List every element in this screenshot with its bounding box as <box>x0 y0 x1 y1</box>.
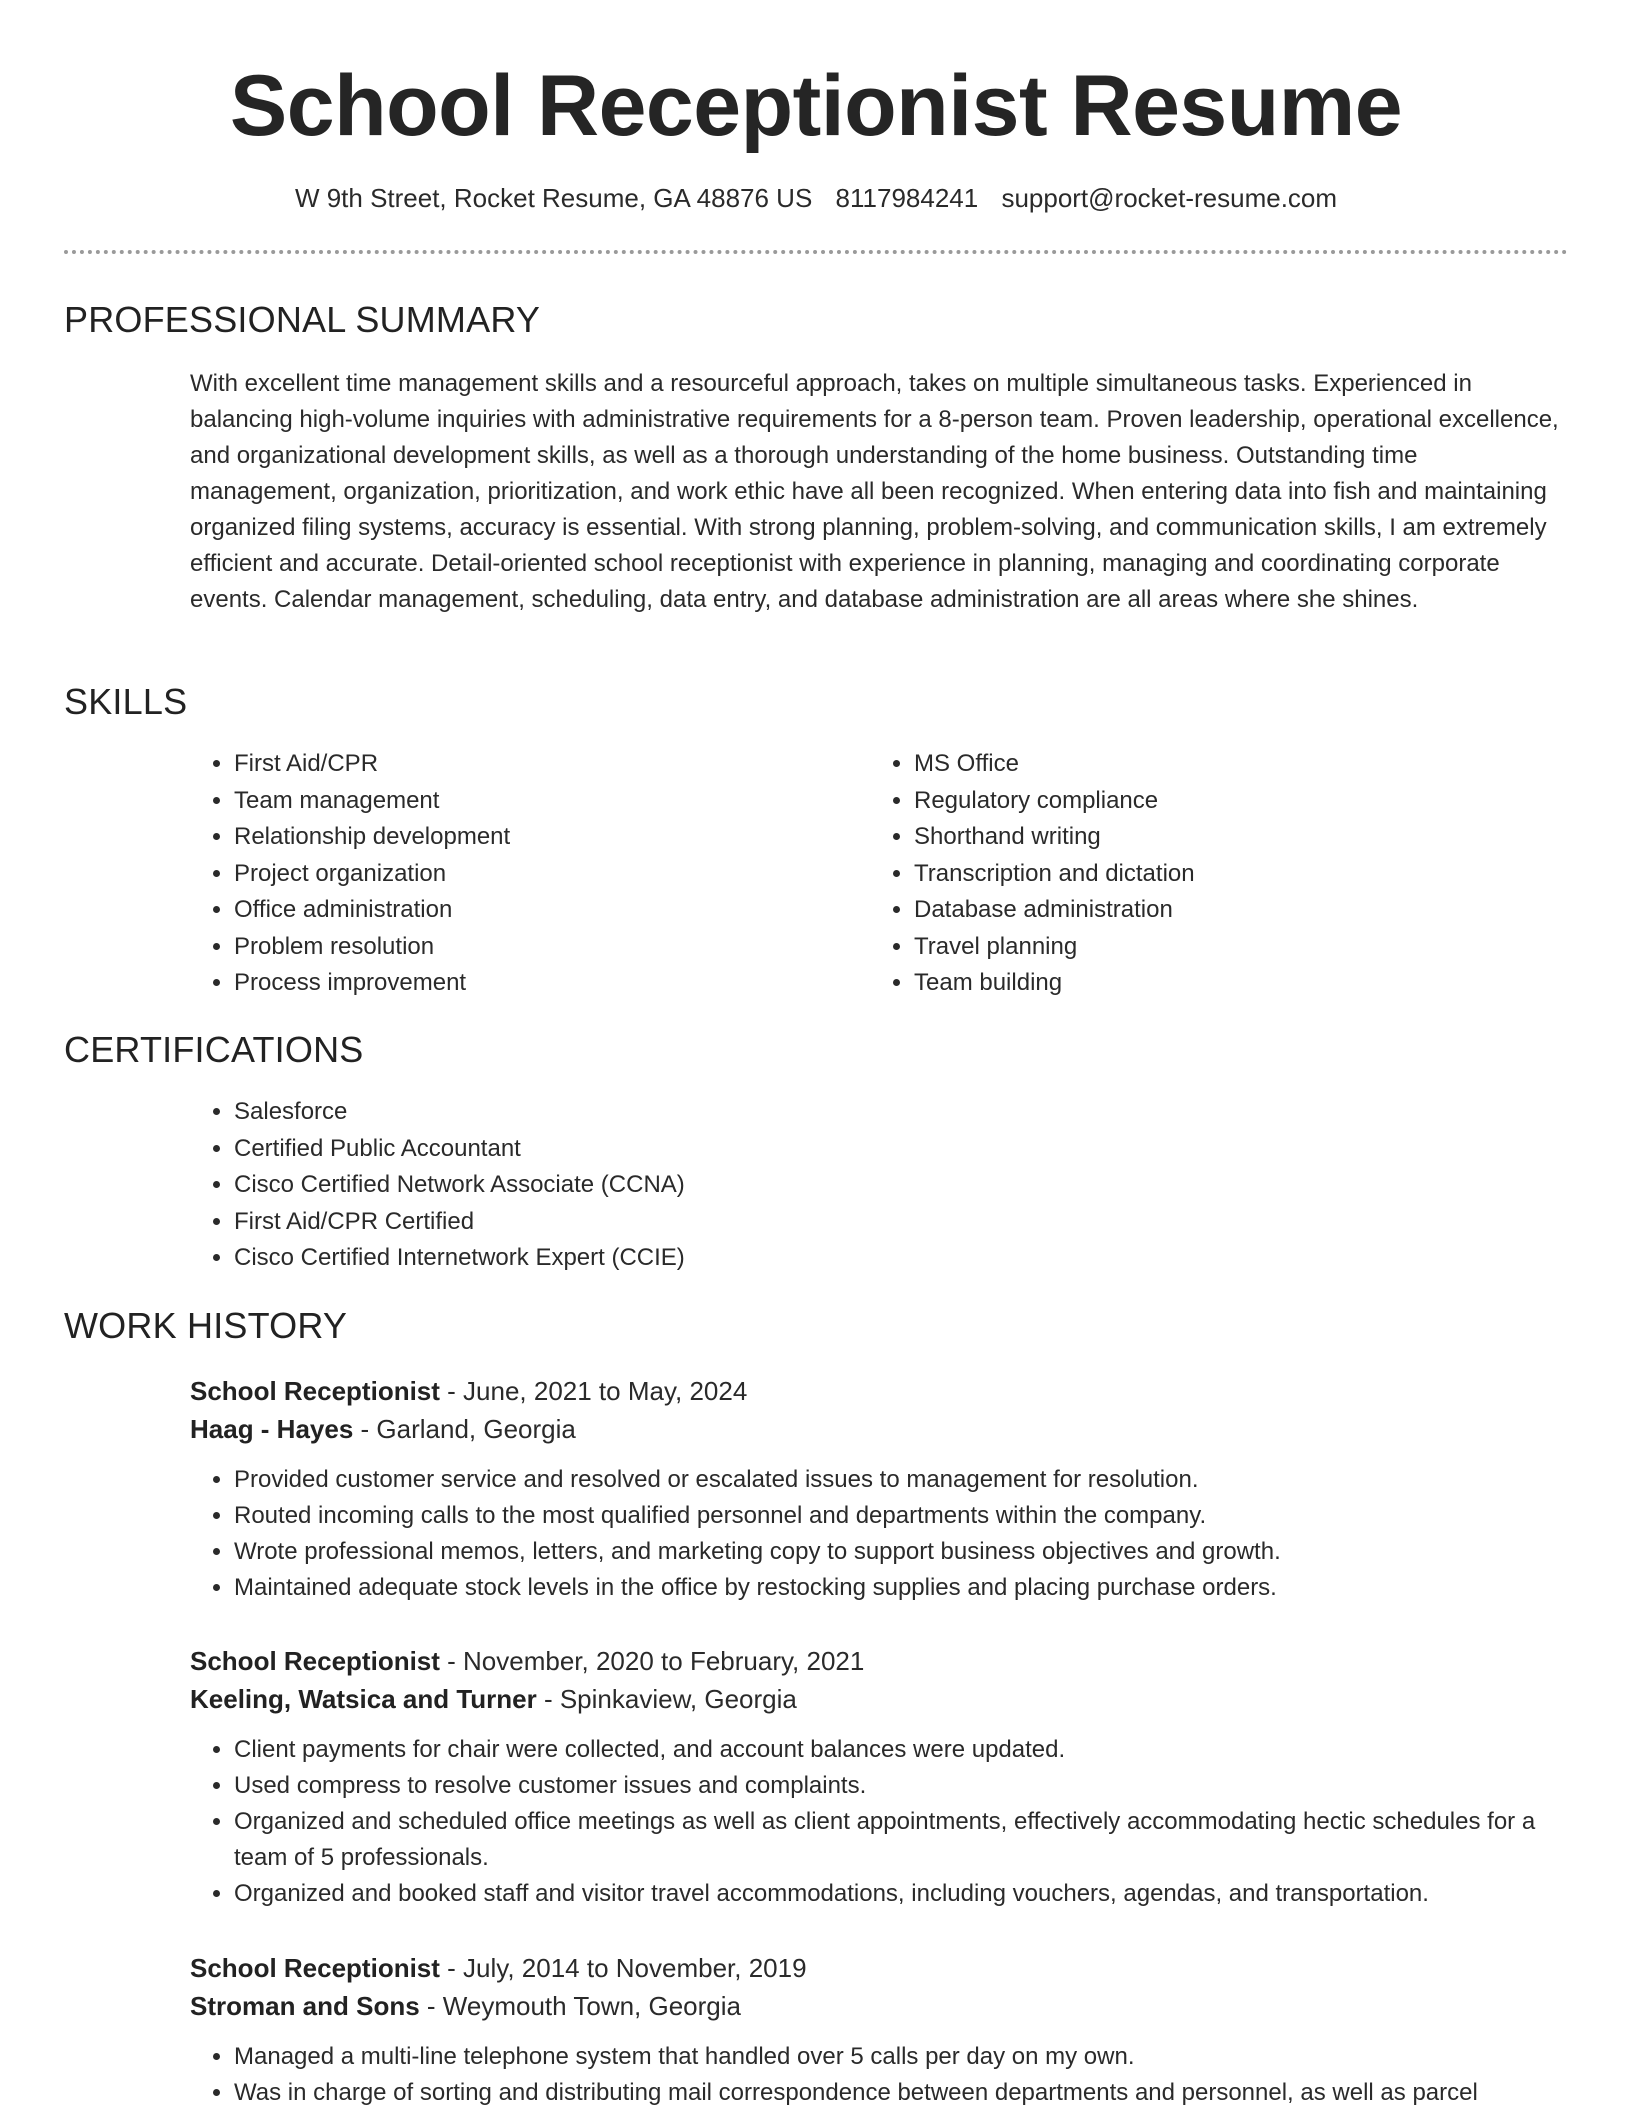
header-divider <box>64 250 1568 254</box>
contact-line <box>0 180 1632 216</box>
skill-item: • First Aid/CPR <box>234 746 854 783</box>
summary-text: With excellent time management skills and a resourceful approach, takes on multiple simultaneous tasks. Experienced in balancing high-volume inquiries with administrative requirements for a 8-person team. Proven leadership, operational excellence, and organizational development skills, as well as a thorough understanding of the home business. Outstanding time management, organization, prioritization, and work ethic have all been recognized. When entering data into fish and maintaining organized filing systems, accuracy is essential. With strong planning, problem-solving, and communication skills, I am extremely efficient and accurate. Detail-oriented school receptionist with experience in planning, managing and coordinating corporate events. Calendar management, scheduling, data entry, and database administration are all areas where she shines. <box>190 370 1559 613</box>
contact-address: W 9th Street, Rocket Resume, GA 48876 US <box>294 183 813 213</box>
job-bullet: • Maintained adequate stock levels in the office by restocking supplies and placing purchase orders. <box>234 1570 1570 1606</box>
certification-item: • Cisco Certified Internetwork Expert (CCIE) <box>234 1240 1534 1277</box>
job-company: Stroman and Sons <box>190 1991 420 2021</box>
job-bullet: • Routed incoming calls to the most qualified personnel and departments within the company. <box>234 1498 1570 1534</box>
certification-item: • Certified Public Accountant <box>234 1131 1534 1168</box>
job-bullet: • Organized and booked staff and visitor travel accommodations, including vouchers, agendas, and transportation. <box>234 1876 1570 1912</box>
job-bullet: • Organized and scheduled office meetings as well as client appointments, effectively accommodating hectic schedules for a team of 5 professionals. <box>234 1804 1570 1876</box>
job-location: - Spinkaview, Georgia <box>536 1684 797 1714</box>
resume-title: School Receptionist Resume <box>229 58 1403 154</box>
job-bullet: • Client payments for chair were collected, and account balances were updated. <box>234 1732 1570 1768</box>
skill-item: • Team building <box>914 965 1534 1002</box>
skill-item: • Travel planning <box>914 929 1534 966</box>
skill-item: • Transcription and dictation <box>914 856 1534 893</box>
job-bullet: • Provided customer service and resolved or escalated issues to management for resolution. <box>234 1462 1570 1498</box>
section-heading-summary: PROFESSIONAL SUMMARY <box>64 299 541 340</box>
job-location: - Weymouth Town, Georgia <box>419 1991 741 2021</box>
contact-email: support@rocket-resume.com <box>1001 183 1338 213</box>
job-entry <box>190 1372 1570 1606</box>
job-dates: - November, 2020 to February, 2021 <box>439 1646 865 1676</box>
section-heading-work-history: WORK HISTORY <box>64 1305 348 1346</box>
skill-item: • Shorthand writing <box>914 819 1534 856</box>
certifications-list <box>190 1094 1534 1277</box>
section-heading-skills: SKILLS <box>64 681 188 722</box>
certification-item: • Salesforce <box>234 1094 1534 1131</box>
skills-list-right <box>870 746 1534 1002</box>
skill-item: • MS Office <box>914 746 1534 783</box>
job-bullet: • Wrote professional memos, letters, and marketing copy to support business objectives and growth. <box>234 1534 1570 1570</box>
job-company: Keeling, Watsica and Turner <box>190 1684 537 1714</box>
job-location: - Garland, Georgia <box>353 1414 576 1444</box>
job-title: School Receptionist <box>190 1646 440 1676</box>
job-company-line <box>190 1410 1570 1448</box>
certification-item: • Cisco Certified Network Associate (CCNA) <box>234 1167 1534 1204</box>
skill-item: • Team management <box>234 783 854 820</box>
job-company: Haag - Hayes <box>190 1414 354 1444</box>
skill-item: • Regulatory compliance <box>914 783 1534 820</box>
job-title-line <box>190 1949 1570 1987</box>
job-bullet: • Was in charge of sorting and distributing mail correspondence between departments and personnel, as well as parcel <box>234 2075 1570 2111</box>
job-entry <box>190 1949 1570 2111</box>
certification-item: • First Aid/CPR Certified <box>234 1204 1534 1241</box>
skill-item: • Office administration <box>234 892 854 929</box>
skill-item: • Problem resolution <box>234 929 854 966</box>
skill-item: • Project organization <box>234 856 854 893</box>
skill-item: • Relationship development <box>234 819 854 856</box>
job-bullets <box>190 1732 1570 1912</box>
contact-phone: 8117984241 <box>835 183 979 213</box>
job-bullet: • Managed a multi-line telephone system that handled over 5 calls per day on my own. <box>234 2039 1570 2075</box>
job-title: School Receptionist <box>190 1376 440 1406</box>
skill-item: • Process improvement <box>234 965 854 1002</box>
job-bullet: • Used compress to resolve customer issues and complaints. <box>234 1768 1570 1804</box>
job-company-line <box>190 1680 1570 1718</box>
job-dates: - July, 2014 to November, 2019 <box>439 1953 807 1983</box>
job-dates: - June, 2021 to May, 2024 <box>439 1376 748 1406</box>
job-title: School Receptionist <box>190 1953 440 1983</box>
section-heading-certifications: CERTIFICATIONS <box>64 1029 364 1070</box>
job-bullets <box>190 1462 1570 1606</box>
job-company-line <box>190 1987 1570 2025</box>
skills-list-left <box>190 746 854 1002</box>
job-entry <box>190 1642 1570 1912</box>
job-title-line <box>190 1642 1570 1680</box>
skill-item: • Database administration <box>914 892 1534 929</box>
job-title-line <box>190 1372 1570 1410</box>
job-bullets <box>190 2039 1570 2111</box>
